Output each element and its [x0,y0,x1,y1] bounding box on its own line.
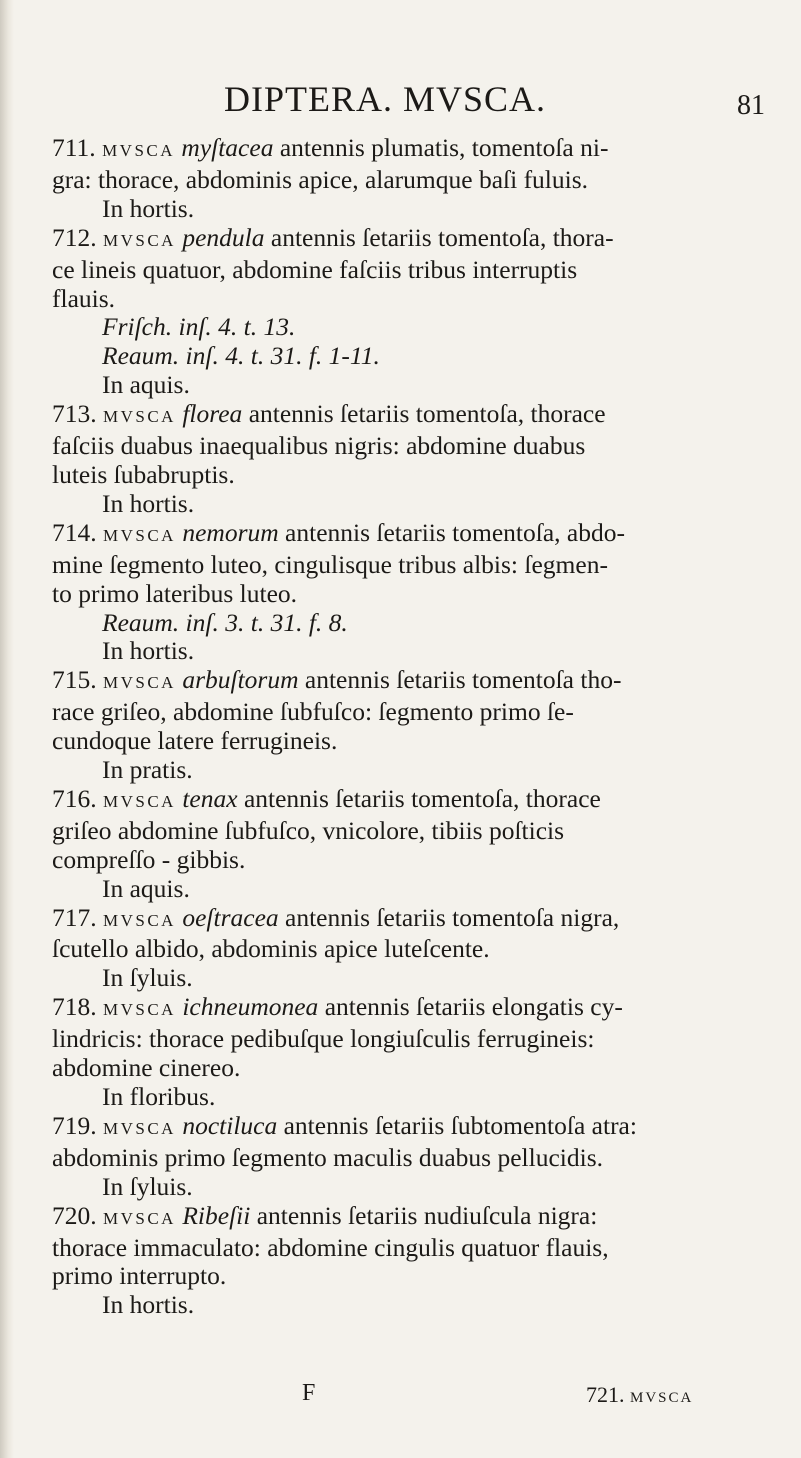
species-name: ichneumonea [182,992,319,1022]
entry-first-line [52,400,752,432]
habitat-line: In ſyluis. [102,1171,193,1201]
habitat-line: In hortis. [102,636,195,666]
entry-number: 713. [52,399,97,429]
description-text: compreſſo - gibbis. [52,844,246,874]
page-header [0,78,801,128]
species-entry [52,224,752,400]
running-head: DIPTERA. MVSCA. [224,79,547,119]
description-text: antennis ſetariis tomentoſa, thorace [248,399,606,429]
description-text: primo interrupto. [52,1261,227,1291]
species-entry [52,519,752,667]
book-spine-shadow [0,0,14,1458]
literature-reference: Friſch. inſ. 4. t. 13. [102,312,296,342]
description-text: antennis ſetariis ſubtomentoſa atra: [283,1110,637,1140]
entry-number: 716. [52,783,97,813]
entry-line [52,432,752,461]
habitat-line: In pratis. [102,755,193,785]
entry-number: 715. [52,665,97,695]
habitat-line: In hortis. [102,193,195,223]
species-name: myſtacea [181,133,274,162]
entry-line [52,1025,752,1054]
page-footer [0,1380,801,1412]
entry-line [52,1054,752,1083]
literature-reference: Reaum. inſ. 3. t. 31. f. 8. [102,607,348,637]
entry-number: 711. [52,133,96,162]
entry-first-line [52,1202,752,1234]
habitat-line: In floribus. [102,1082,216,1111]
genus-name: MVSCA [103,1208,176,1228]
description-text: cundoque latere ferrugineis. [52,726,338,756]
habitat-line: In hortis. [102,1290,195,1320]
catchword [586,1382,693,1408]
description-text: flauis. [52,283,116,313]
species-entry [52,1202,752,1321]
description-text: ce lineis quatuor, abdomine faſciis tribus interruptis [52,254,578,284]
literature-reference: Reaum. inſ. 4. t. 31. f. 1-11. [102,341,380,371]
entry-line [52,461,752,490]
species-entry [52,904,752,994]
catchword-genus: MVSCA [630,1390,694,1406]
entry-line [52,1144,752,1173]
entry-first-line [52,519,752,551]
species-name: noctiluca [182,1110,278,1140]
description-text: abdominis primo ſegmento maculis duabus pellucidis. [52,1142,604,1172]
entry-first-line [52,134,752,166]
habitat-line: In hortis. [102,488,195,518]
entry-line [52,580,752,609]
description-text: antennis ſetariis tomentoſa tho- [304,665,622,695]
entry-line [52,1234,752,1263]
entry-first-line [52,666,752,698]
description-text: antennis ſetariis tomentoſa, abdo- [285,517,625,547]
entry-line [52,166,752,195]
description-text: antennis ſetariis tomentoſa, thora- [270,222,614,252]
entry-line [52,846,752,875]
entry-first-line [52,1112,752,1144]
signature-mark: F [302,1380,316,1406]
entry-first-line [52,904,752,936]
description-text: race griſeo, abdomine ſubfuſco: ſegmento primo ſe- [52,697,574,727]
species-entry [52,785,752,904]
genus-name: MVSCA [102,141,176,160]
entry-number: 714. [52,517,97,547]
page-number: 81 [737,90,765,121]
description-text: lindricis: thorace pedibuſque longiuſculis ferrugineis: [52,1024,595,1054]
description-text: antennis ſetariis elongatis cy- [324,992,623,1022]
entry-number: 717. [52,902,97,932]
description-text: gra: thorace, abdominis apice, alarumque baſi fuluis. [52,164,589,194]
species-name: nemorum [182,517,279,547]
description-text: antennis ſetariis tomentoſa, thorace [243,783,601,813]
entry-first-line [52,785,752,817]
entry-list [52,134,752,1320]
description-text: antennis ſetariis tomentoſa nigra, [285,902,620,932]
genus-name: MVSCA [103,407,176,427]
description-text: abdomine cinereo. [52,1053,241,1083]
description-text: antennis plumatis, tomentoſa ni- [279,133,609,162]
genus-name: MVSCA [103,673,176,693]
description-text: thorace immaculato: abdomine cingulis quatuor flauis, [52,1232,609,1262]
species-entry [52,400,752,519]
description-text: faſciis duabus inaequalibus nigris: abdomine duabus [52,431,586,461]
genus-name: MVSCA [103,791,176,811]
genus-name: MVSCA [103,1118,176,1138]
entry-number: 712. [52,222,97,252]
habitat-line: In aquis. [102,370,190,400]
description-text: luteis ſubabruptis. [52,459,235,489]
entry-line [52,285,752,314]
species-entry [52,134,752,224]
genus-name: MVSCA [103,230,176,250]
species-entry [52,666,752,785]
genus-name: MVSCA [103,1000,176,1020]
genus-name: MVSCA [103,525,176,545]
species-name: pendula [182,222,265,252]
catchword-number: 721. [586,1382,625,1407]
entry-line [52,551,752,580]
entry-line [52,698,752,727]
entry-line [52,727,752,756]
genus-name: MVSCA [103,910,176,930]
species-name: florea [182,399,243,429]
species-entry [52,1112,752,1202]
description-text: antennis ſetariis nudiuſcula nigra: [256,1200,598,1230]
entry-first-line [52,993,752,1025]
species-name: arbuſtorum [182,665,299,695]
entry-number: 718. [52,992,97,1022]
species-entry [52,993,752,1112]
entry-first-line [52,224,752,256]
entry-line [52,817,752,846]
species-name: tenax [182,783,238,813]
description-text: griſeo abdomine ſubfuſco, vnicolore, tibiis poſticis [52,815,565,845]
description-text: mine ſegmento luteo, cingulisque tribus albis: ſegmen- [52,549,608,579]
entry-line [52,935,752,964]
habitat-line: In ſyluis. [102,963,193,993]
entry-number: 719. [52,1110,97,1140]
description-text: to primo lateribus luteo. [52,578,298,608]
habitat-line: In aquis. [102,873,190,903]
entry-line [52,1262,752,1291]
entry-number: 720. [52,1200,97,1230]
description-text: ſcutello albido, abdominis apice luteſcente. [52,934,490,964]
entry-line [52,256,752,285]
species-name: oeſtracea [182,902,279,932]
species-name: Ribeſii [182,1200,251,1230]
